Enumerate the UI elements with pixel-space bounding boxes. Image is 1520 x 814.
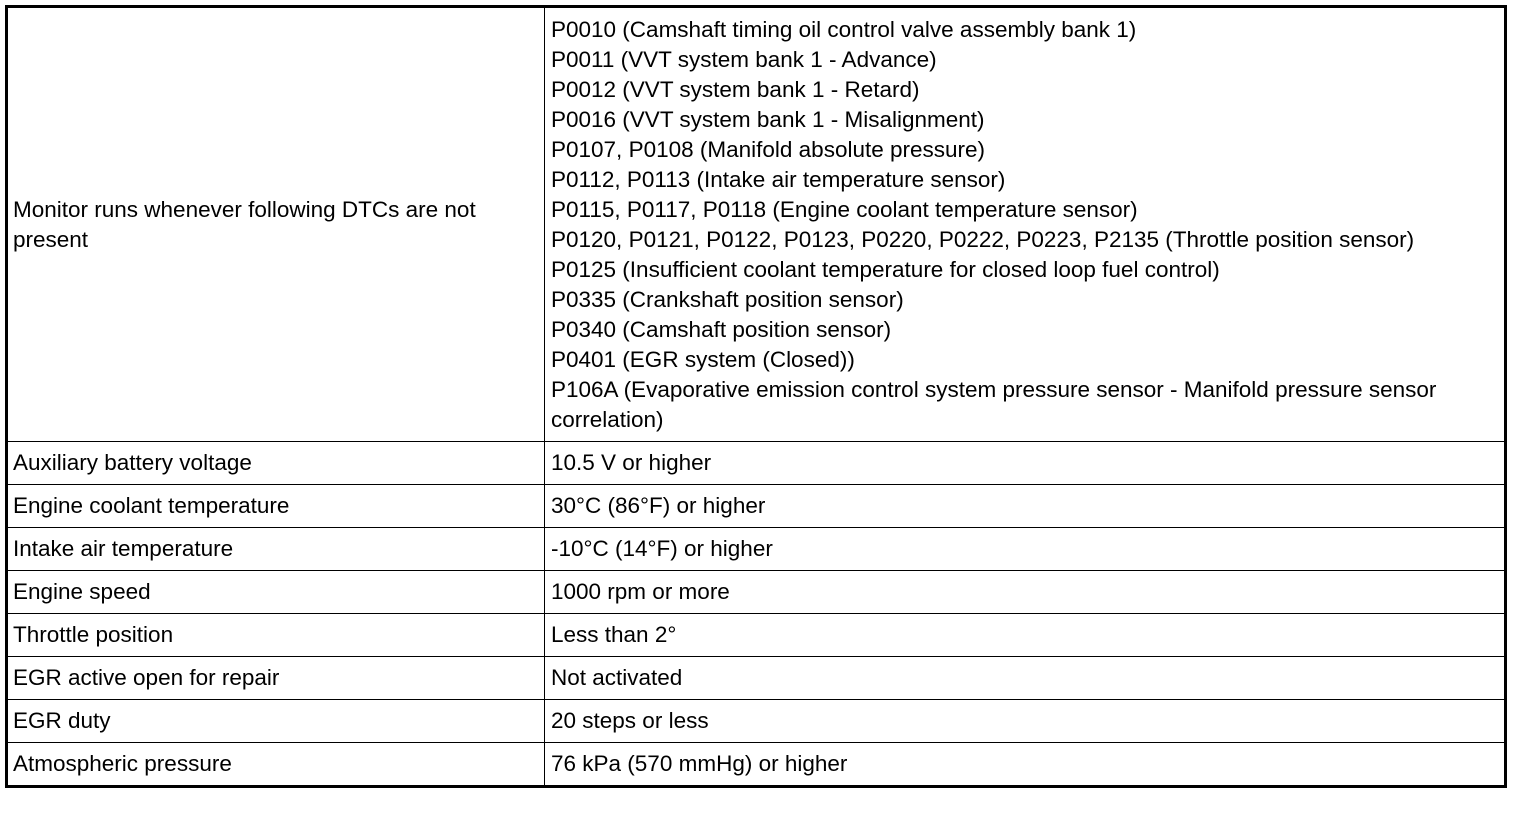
condition-label: Throttle position xyxy=(7,614,545,657)
dtc-item: P0125 (Insufficient coolant temperature for closed loop fuel control) xyxy=(551,257,1220,282)
table-row xyxy=(7,528,1506,571)
monitor-conditions-table xyxy=(5,5,1507,788)
condition-label: EGR active open for repair xyxy=(7,657,545,700)
dtc-item: P0010 (Camshaft timing oil control valve assembly bank 1) xyxy=(551,17,1137,42)
dtc-item: P106A (Evaporative emission control system pressure sensor - Manifold pressure sensor correlation) xyxy=(551,377,1437,432)
table-row xyxy=(7,7,1506,442)
table-row xyxy=(7,700,1506,743)
dtc-item: P0340 (Camshaft position sensor) xyxy=(551,317,892,342)
condition-value: 1000 rpm or more xyxy=(545,571,1506,614)
dtc-item: P0011 (VVT system bank 1 - Advance) xyxy=(551,47,937,72)
table-row xyxy=(7,442,1506,485)
dtc-item: P0115, P0117, P0118 (Engine coolant temperature sensor) xyxy=(551,197,1138,222)
condition-value: -10°C (14°F) or higher xyxy=(545,528,1506,571)
dtc-list-cell xyxy=(545,7,1506,442)
condition-label: Auxiliary battery voltage xyxy=(7,442,545,485)
table-row xyxy=(7,571,1506,614)
condition-value: 20 steps or less xyxy=(545,700,1506,743)
table-row xyxy=(7,743,1506,787)
table-row xyxy=(7,485,1506,528)
dtc-item: P0401 (EGR system (Closed)) xyxy=(551,347,855,372)
condition-label: Intake air temperature xyxy=(7,528,545,571)
condition-value: Not activated xyxy=(545,657,1506,700)
table-row xyxy=(7,657,1506,700)
condition-label: Engine coolant temperature xyxy=(7,485,545,528)
dtc-item: P0120, P0121, P0122, P0123, P0220, P0222, P0223, P2135 (Throttle position sensor) xyxy=(551,227,1415,252)
condition-value: Less than 2° xyxy=(545,614,1506,657)
dtc-item: P0107, P0108 (Manifold absolute pressure) xyxy=(551,137,986,162)
condition-value: 30°C (86°F) or higher xyxy=(545,485,1506,528)
condition-label: Engine speed xyxy=(7,571,545,614)
condition-value: 10.5 V or higher xyxy=(545,442,1506,485)
dtc-item: P0335 (Crankshaft position sensor) xyxy=(551,287,904,312)
dtc-item: P0016 (VVT system bank 1 - Misalignment) xyxy=(551,107,985,132)
dtc-item: P0112, P0113 (Intake air temperature sensor) xyxy=(551,167,1006,192)
dtc-item: P0012 (VVT system bank 1 - Retard) xyxy=(551,77,920,102)
condition-label: Atmospheric pressure xyxy=(7,743,545,787)
condition-value: 76 kPa (570 mmHg) or higher xyxy=(545,743,1506,787)
condition-label: Monitor runs whenever following DTCs are not present xyxy=(7,7,545,442)
table-row xyxy=(7,614,1506,657)
condition-label: EGR duty xyxy=(7,700,545,743)
